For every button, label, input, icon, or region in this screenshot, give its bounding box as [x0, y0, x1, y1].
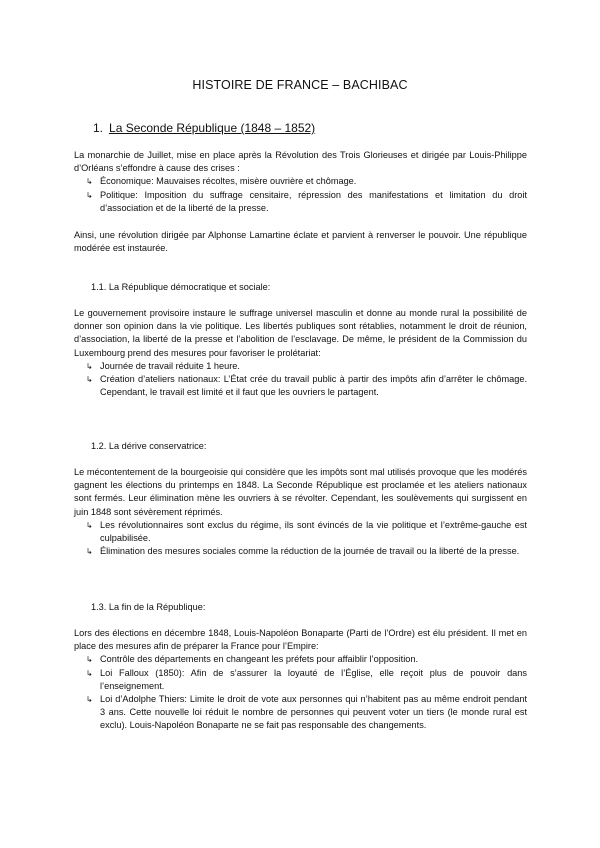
list-item: ↳ Élimination des mesures sociales comme la réduction de la journée de travail ou la liberté de la presse. [74, 545, 527, 558]
bullet-arrow-icon: ↳ [86, 695, 93, 705]
intro-conclusion: Ainsi, une révolution dirigée par Alphonse Lamartine éclate et parvient à renverser le pouvoir. Une république modérée est instaurée. [74, 230, 527, 254]
list-item: ↳ Les révolutionnaires sont exclus du régime, ils sont évincés de la vie politique et l’extrême-gauche est culpabilisée. [86, 519, 527, 544]
list-item: ↳ Journée de travail réduite 1 heure. [74, 360, 527, 373]
bullet-arrow-icon: ↳ [86, 520, 93, 530]
bullet-arrow-icon: ↳ [86, 361, 93, 371]
bullet-arrow-icon: ↳ [86, 668, 93, 678]
section-number: 1. [93, 121, 104, 135]
bullet-arrow-icon: ↳ [86, 655, 93, 665]
bullet-arrow-icon: ↳ [86, 547, 93, 557]
intro-block [74, 149, 527, 215]
subsection-title-3: 1.3. La fin de la République: [91, 602, 206, 612]
subsection-title-2: 1.2. La dérive conservatrice: [91, 441, 207, 451]
list-item: ↳ Contrôle des départements en changeant les préfets pour affaiblir l’opposition. [74, 653, 527, 666]
section-title: La Seconde République (1848 – 1852) [109, 121, 316, 135]
bullet-arrow-icon: ↳ [86, 177, 93, 187]
intro-bullet-list [74, 175, 527, 215]
sub2-block [74, 466, 527, 558]
list-item: ↳ Création d’ateliers nationaux: L’État crée du travail public à partir des impôts afin d’arrêter le chômage. Cependant, le travail est limité et il faut que les ouvriers le partagent. [86, 374, 527, 398]
intro-paragraph: La monarchie de Juillet, mise en place après la Révolution des Trois Glorieuses et dirigée par Louis-Philippe d’Orléans s’effondre à cause des crises : [74, 150, 527, 174]
list-item: ↳ Politique: Imposition du suffrage censitaire, répression des manifestations et limitation du droit d’association et de la liberté de la presse. [86, 189, 527, 213]
page-title: HISTOIRE DE FRANCE – BACHIBAC [192, 78, 408, 92]
sub1-block [74, 307, 527, 399]
sub3-block [74, 627, 527, 733]
intro-conclusion-block [74, 229, 527, 255]
bullet-arrow-icon: ↳ [86, 190, 93, 200]
sub2-bullet-list [74, 519, 527, 559]
subsection-title-1: 1.1. La République démocratique et sociale: [91, 282, 271, 292]
list-item: ↳ Économique: Mauvaises récoltes, misère ouvrière et chômage. [74, 175, 527, 188]
sub3-bullet-list [74, 653, 527, 732]
sub2-paragraph: Le mécontentement de la bourgeoisie qui considère que les impôts sont mal utilisés provoque que les modérés gagnent les élections du printemps en 1848. La Seconde République est proclamée et les ateliers nationaux sont fermés. Leur élimination mène les ouvriers à se révolter. Cependant, les soulèvements qui surgissent en juin 1848 sont sévèrement réprimés. [74, 467, 527, 517]
list-item: ↳ Loi d’Adolphe Thiers: Limite le droit de vote aux personnes qui n’habitent pas au même endroit pendant 3 ans. Cette nouvelle loi réduit le nombre de personnes qui peuvent voter un tiers (le monde rural est exclu). Louis-Napoléon Bonaparte ne se fait pas responsable des changements. [86, 694, 527, 731]
list-item: ↳ Loi Falloux (1850): Afin de s’assurer la loyauté de l’Église, elle reçoit plus de pouvoir dans l’enseignement. [86, 667, 527, 691]
bullet-arrow-icon: ↳ [86, 375, 93, 385]
sub1-paragraph: Le gouvernement provisoire instaure le suffrage universel masculin et donne au monde rural la possibilité de donner son opinion dans la vie politique. Les libertés publiques sont rétablies, notamment le droit de réunion, d’association, la liberté de la presse et l’abolition de l’esclavage. De même, le président de la Commission du Luxembourg prend des mesures pour favoriser le prolétariat: [74, 308, 527, 358]
sub3-paragraph: Lors des élections en décembre 1848, Louis-Napoléon Bonaparte (Parti de l’Ordre) est élu président. Il met en place des mesures afin de préparer la France pour l’Empire: [74, 628, 527, 652]
section-heading [93, 121, 315, 135]
sub1-bullet-list [74, 360, 527, 400]
